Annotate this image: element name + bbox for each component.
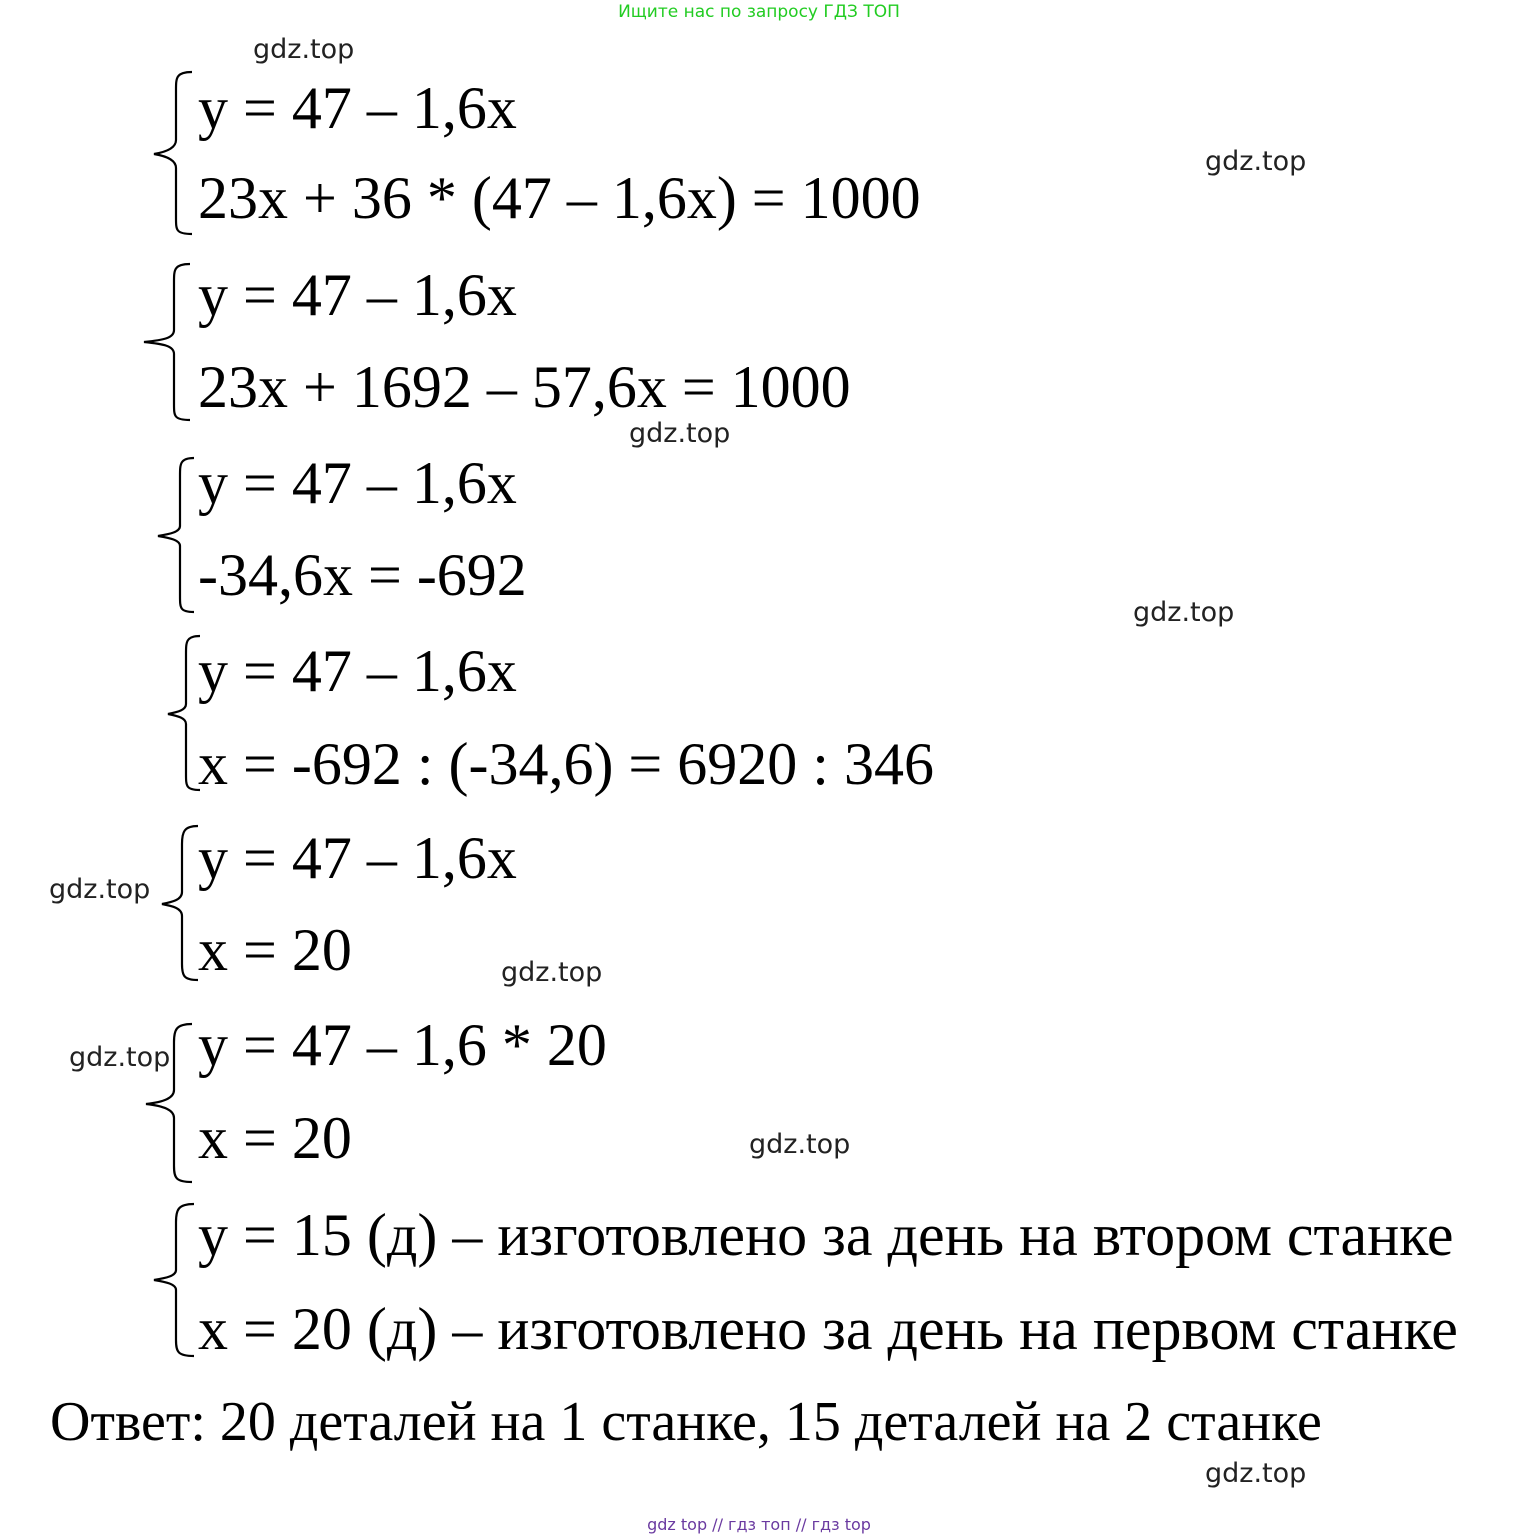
system-4-equation-1: y = 47 – 1,6x — [198, 638, 517, 704]
footer-links: gdz top // гдз топ // гдз top — [647, 1515, 871, 1534]
system-5-equation-2: x = 20 — [198, 917, 352, 983]
brace-icon — [150, 1200, 200, 1362]
system-4-equation-2: x = -692 : (-34,6) = 6920 : 346 — [198, 731, 934, 797]
search-hint: Ищите нас по запросу ГДЗ ТОП — [618, 2, 900, 22]
brace-icon — [154, 454, 200, 616]
watermark: gdz.top — [501, 957, 603, 988]
watermark: gdz.top — [49, 874, 151, 905]
watermark: gdz.top — [1133, 597, 1235, 628]
brace-icon — [140, 260, 196, 426]
brace-icon — [148, 68, 198, 240]
watermark: gdz.top — [69, 1042, 171, 1073]
system-1-equation-2: 23x + 36 * (47 – 1,6x) = 1000 — [198, 165, 921, 231]
watermark: gdz.top — [1205, 1458, 1307, 1489]
system-7-equation-1: y = 15 (д) – изготовлено за день на втором станке — [198, 1202, 1454, 1268]
system-2-equation-1: y = 47 – 1,6x — [198, 262, 517, 328]
system-3-equation-1: y = 47 – 1,6x — [198, 450, 517, 516]
system-6-equation-2: x = 20 — [198, 1105, 352, 1171]
system-6-equation-1: y = 47 – 1,6 * 20 — [198, 1012, 607, 1078]
watermark: gdz.top — [1205, 146, 1307, 177]
watermark: gdz.top — [253, 34, 355, 65]
system-7-equation-2: x = 20 (д) – изготовлено за день на первом станке — [198, 1296, 1458, 1362]
system-1-equation-1: y = 47 – 1,6x — [198, 75, 517, 141]
system-2-equation-2: 23x + 1692 – 57,6x = 1000 — [198, 354, 851, 420]
system-3-equation-2: -34,6x = -692 — [198, 542, 527, 608]
final-answer: Ответ: 20 деталей на 1 станке, 15 деталей на 2 станке — [50, 1391, 1322, 1453]
system-5-equation-1: y = 47 – 1,6x — [198, 825, 517, 891]
watermark: gdz.top — [629, 418, 731, 449]
watermark: gdz.top — [749, 1129, 851, 1160]
